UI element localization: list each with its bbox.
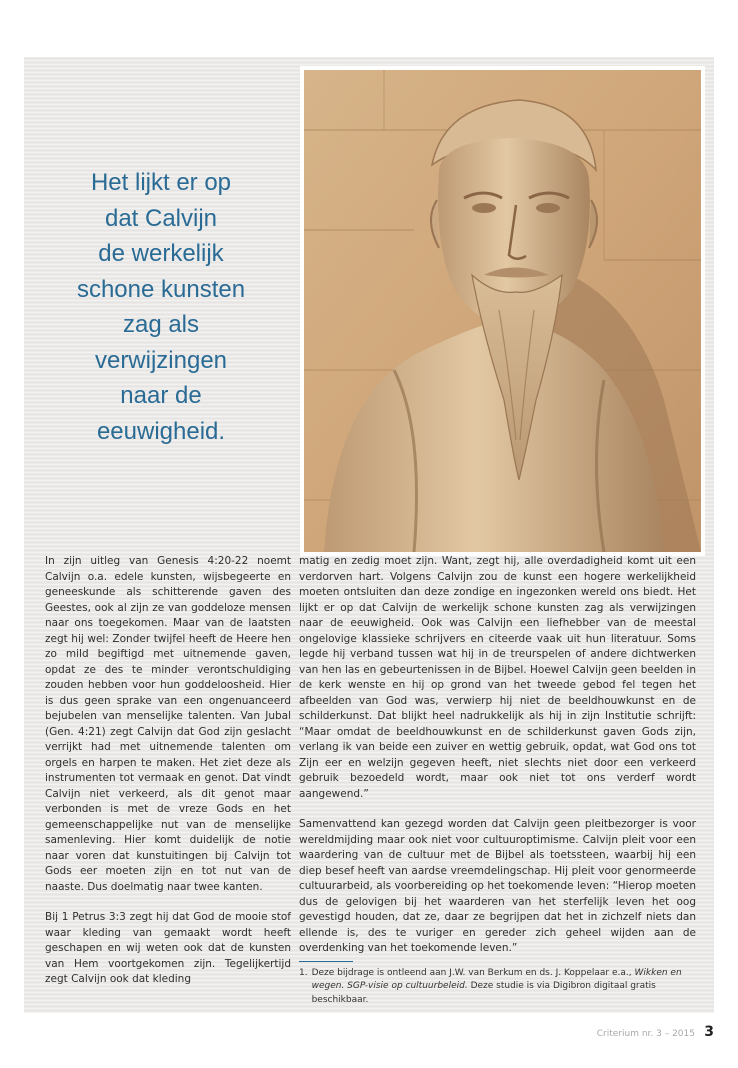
pull-quote-line: zag als bbox=[122, 311, 200, 338]
pull-quote-line: de werkelijk bbox=[98, 240, 224, 267]
publication-label: Criterium nr. 3 – 2015 bbox=[596, 1029, 695, 1039]
article-column-right bbox=[299, 554, 696, 1007]
footnote-number: 1. bbox=[299, 967, 308, 978]
pull-quote-line: dat Calvijn bbox=[104, 204, 218, 232]
pull-quote-line: eeuwigheid. bbox=[96, 417, 226, 445]
article-paragraph: matig en zedig moet zijn. Want, zegt hij, alle overdadigheid komt uit een verdorven hart. Volgens Calvijn zou de kunst een hogere werkelijkheid moeten ontsluiten dan deze zondige en ingezonken wereld ons biedt. Het lijkt er op dat Calvijn de werkelijk schone kunsten zag als verwijzingen naar de eeuwigheid. Ook was Calvijn een liefhebber van de meestal ongelovige klassieke schrijvers en citeerde vaak uit hun literatuur. Soms legde hij verband tussen wat hij in de treurspelen of andere dichtwerken van hen las en gebeurtenissen in de Bijbel. Hoewel Calvijn geen beelden in de kerk wenste en hij op grond van het tweede gebod fel tegen het afbeelden van God was, verwierp hij niet de beeldhouwkunst en de schilderkunst. Dat blijkt heel nadrukkelijk als hij in zijn Institutie schrijft: “Maar omdat de beeldhouwkunst en de schilderkunst gaven Gods zijn, verlang ik van beide een zuiver en wettig gebruik, opdat, wat God ons tot Zijn eer en welzijn gegeven heeft, niet slechts niet door een verkeerd gebruik bezoedeld wordt, maar ook niet tot ons verderf wordt aangewend.” bbox=[299, 555, 696, 800]
page-sheet bbox=[24, 57, 714, 1013]
article-paragraph: In zijn uitleg van Genesis 4:20-22 noemt Calvijn o.a. edele kunsten, wijsbegeerte en geneeskunde als schitterende gaven des Geestes, ook al zijn ze van goddeloze mensen naar ons toegekomen. Maar van de laatsten zegt hij wel: Zonder twijfel heeft de Heere hen zo mild begiftigd met uitnemende gaven, opdat ze des te minder verontschuldiging zouden hebben voor hun goddeloosheid. Hier is dus geen sprake van een ongenuanceerd bejubelen van menselijke talenten. Van Jubal (Gen. 4:21) zegt Calvijn dat God zijn geslacht verrijkt had met uitnemende talenten om orgels en harpen te maken. Het ziet deze als instrumenten tot vermaak en genot. Dat vindt Calvijn niet verkeerd, als dit genot maar verbonden is met de vreze Gods en het gemeenschappelijke nut van de menselijke samenleving. Hier komt duidelijk de notie naar voren dat kunstuitingen bij Calvijn tot Gods eer moeten zijn en tot nut van de naaste. Dus doelmatig naar twee kanten. bbox=[45, 555, 291, 893]
calvin-relief-photo bbox=[304, 70, 701, 552]
pull-quote bbox=[48, 165, 274, 449]
article-column-left bbox=[45, 554, 291, 988]
footnote-text bbox=[312, 967, 696, 1008]
footnote-divider bbox=[299, 961, 353, 962]
calvin-relief-photo-frame bbox=[300, 66, 705, 556]
footnote bbox=[299, 967, 696, 1008]
pull-quote-line: Het lijkt er op bbox=[90, 169, 232, 196]
footnote-text-before: Deze bijdrage is ontleend aan J.W. van Berkum en ds. J. Koppelaar e.a., bbox=[311, 967, 632, 978]
footnote-text-after: Deze studie is via Digibron digitaal gratis beschikbaar. bbox=[311, 981, 656, 1005]
pull-quote-line: naar de bbox=[120, 382, 202, 409]
pull-quote-line: verwijzingen bbox=[94, 346, 228, 374]
page-footer bbox=[0, 1024, 738, 1044]
pull-quote-line: schone kunsten bbox=[76, 275, 246, 303]
article-paragraph: Samenvattend kan gezegd worden dat Calvijn geen pleitbezorger is voor wereldmijding maar ook niet voor cultuuroptimisme. Calvijn pleit voor een waardering van de cultuur met de Bijbel als toetssteen, waarbij hij een diep besef heeft van aardse vreemdelingschap. Hij pleit voor genormeerde cultuurarbeid, als voorbereiding op het toekomende leven: “Hierop moeten dus de gelovigen bij het waarderen van het sterfelijk leven het oog gevestigd houden, dat ze, daar ze begrijpen dat het in zichzelf niets dan ellende is, des te vuriger en gereder zich geheel wijden aan de overdenking van het toekomende leven.” bbox=[299, 818, 696, 954]
footnote-title: Wikken en wegen. SGP-visie op cultuurbeleid. bbox=[311, 967, 682, 991]
article-paragraph: Bij 1 Petrus 3:3 zegt hij dat God de mooie stof waar kleding van gemaakt wordt heeft geschapen en wij weten ook dat de kunsten van Hem voortgekomen zijn. Tegelijkertijd zegt Calvijn ook dat kleding bbox=[45, 911, 291, 985]
page-number: 3 bbox=[704, 1024, 714, 1040]
